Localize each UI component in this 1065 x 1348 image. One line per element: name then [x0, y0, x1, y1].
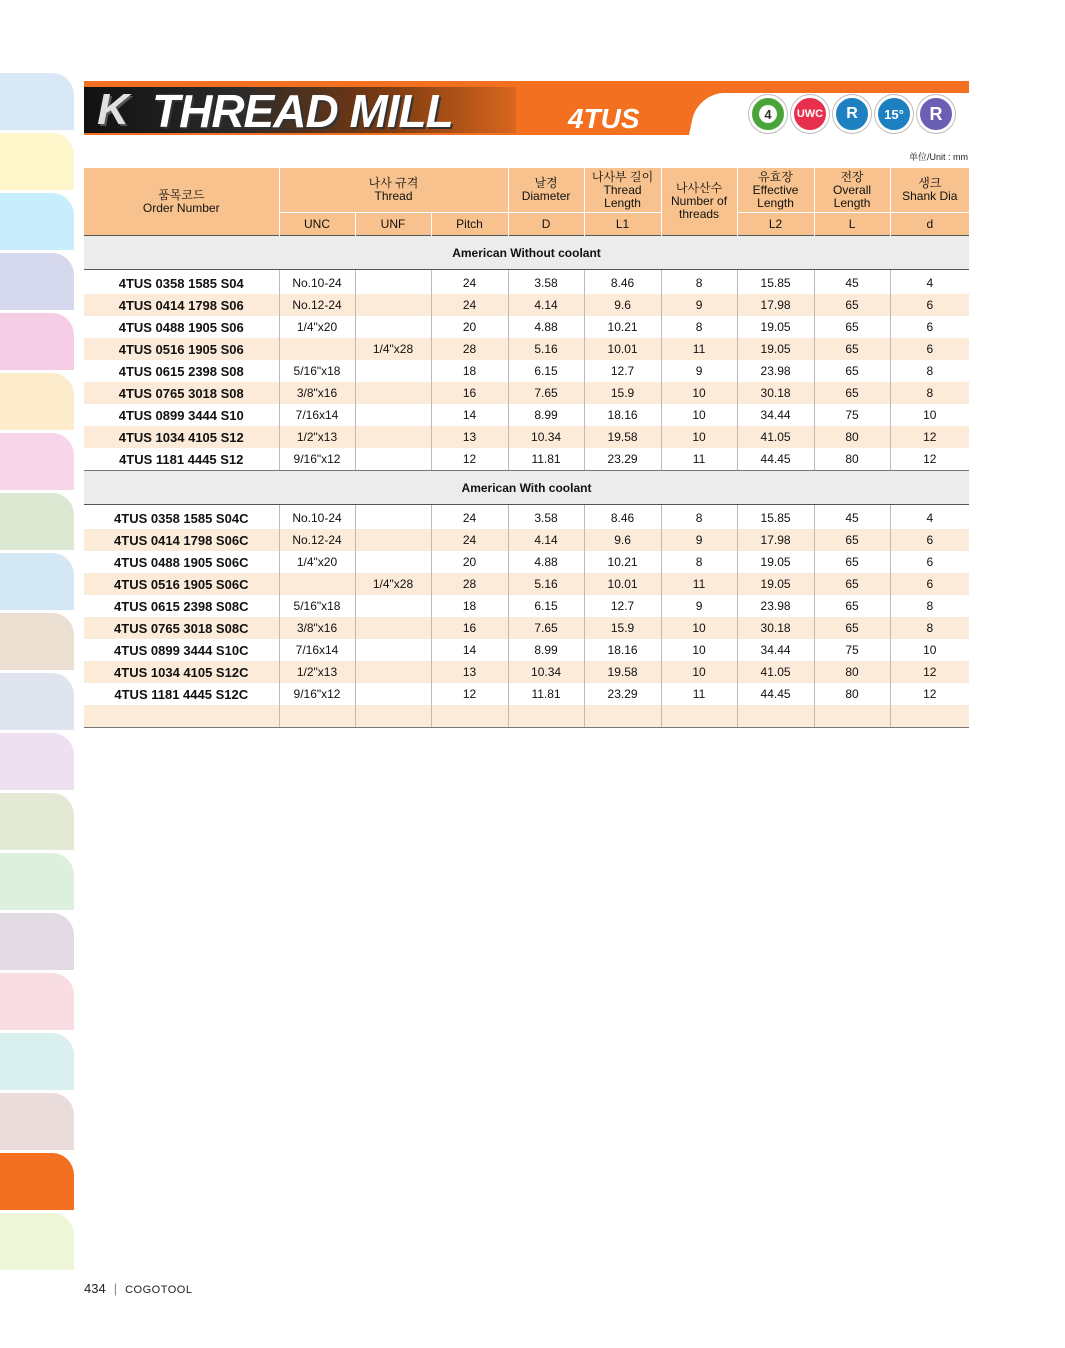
table-row — [84, 294, 969, 316]
cell-d — [508, 705, 584, 728]
cell-n: 10 — [661, 382, 737, 404]
side-tab[interactable] — [0, 973, 74, 1030]
order-number-cell: 4TUS 0488 1905 S06 — [84, 316, 279, 338]
order-number-cell: 4TUS 1181 4445 S12C — [84, 683, 279, 705]
cell-n: 9 — [661, 360, 737, 382]
cell-dd: 12 — [890, 661, 969, 683]
table-row — [84, 573, 969, 595]
cell-n: 9 — [661, 529, 737, 551]
cell-l: 45 — [814, 505, 890, 530]
cell-dd: 6 — [926, 320, 934, 334]
order-number-cell: 4TUS 0615 2398 S08 — [84, 360, 279, 382]
uwc-coating-icon: UWC — [791, 95, 829, 133]
cell-pitch: 12 — [431, 683, 508, 705]
four-flute-icon: 4 — [749, 95, 787, 133]
cell-n: 10 — [661, 617, 737, 639]
cell-l2: 30.18 — [737, 617, 814, 639]
side-tab[interactable] — [0, 733, 74, 790]
cell-dd: 4 — [926, 276, 934, 290]
cell-dd: 6 — [890, 338, 969, 360]
cell-l1: 18.16 — [584, 404, 661, 426]
cell-d: 6.15 — [508, 360, 584, 382]
cell-n: 8 — [661, 505, 737, 530]
order-number-cell: 4TUS 0765 3018 S08C — [84, 617, 279, 639]
brand-name: COGOTOOL — [125, 1284, 193, 1296]
side-tab[interactable] — [0, 913, 74, 970]
cell-unf — [355, 529, 431, 551]
feature-badges — [749, 95, 955, 133]
cell-dd: 12 — [923, 687, 937, 701]
cell-d: 6.15 — [508, 595, 584, 617]
cell-l1: 23.29 — [584, 683, 661, 705]
d-header: D — [508, 213, 584, 236]
cell-pitch: 13 — [431, 661, 508, 683]
cell-n: 10 — [661, 404, 737, 426]
cell-n: 11 — [661, 338, 737, 360]
order-number-cell: 4TUS 0414 1798 S06C — [84, 529, 279, 551]
cell-l1: 8.46 — [584, 270, 661, 295]
cell-dd: 8 — [926, 599, 934, 613]
cell-l2: 15.85 — [737, 505, 814, 530]
cell-d: 3.58 — [508, 270, 584, 295]
side-tab[interactable] — [0, 793, 74, 850]
cell-d: 10.34 — [508, 661, 584, 683]
side-tab[interactable] — [0, 1153, 74, 1210]
table-row — [84, 404, 969, 426]
cell-unf: 1/4"x28 — [355, 573, 431, 595]
cell-unc — [279, 573, 355, 595]
cell-l2: 34.44 — [737, 639, 814, 661]
cell-l: 65 — [814, 360, 890, 382]
cell-d: 4.14 — [508, 529, 584, 551]
cell-pitch: 28 — [431, 338, 508, 360]
cell-pitch: 13 — [431, 426, 508, 448]
cell-l2: 15.85 — [737, 270, 814, 295]
number-of-threads-header: 나사산수 Number of threads — [661, 168, 737, 236]
cell-l1: 12.7 — [584, 595, 661, 617]
cell-unc: 7/16x14 — [279, 639, 355, 661]
cell-dd: 12 — [890, 426, 969, 448]
cell-unf — [355, 382, 431, 404]
cell-l1: 10.21 — [584, 316, 661, 338]
cell-dd: 6 — [890, 294, 969, 316]
overall-length-header: 전장 Overall Length — [814, 168, 890, 213]
cell-l2: 19.05 — [737, 573, 814, 595]
cell-pitch: 24 — [431, 505, 508, 530]
cell-unf — [355, 426, 431, 448]
cell-l2: 30.18 — [737, 382, 814, 404]
cell-pitch: 18 — [431, 360, 508, 382]
cell-unf — [355, 404, 431, 426]
helix-15-icon: 15° — [875, 95, 913, 133]
cell-l: 65 — [814, 294, 890, 316]
thread-length-header: 나사부 길이 Thread Length — [584, 168, 661, 213]
cell-pitch: 12 — [431, 448, 508, 471]
table-row — [84, 382, 969, 404]
cell-n: 11 — [661, 683, 737, 705]
order-number-cell: 4TUS 0488 1905 S06C — [84, 551, 279, 573]
cell-n: 9 — [661, 595, 737, 617]
cell-unc: 1/2"x13 — [279, 426, 355, 448]
cell-n: 11 — [661, 573, 737, 595]
cell-unc: 9/16"x12 — [279, 683, 355, 705]
shank-d-header: d — [890, 213, 969, 236]
table-row — [84, 551, 969, 573]
cell-d: 7.65 — [508, 382, 584, 404]
cell-d: 7.65 — [508, 617, 584, 639]
page-number: 434 — [84, 1281, 106, 1296]
cell-unf — [355, 360, 431, 382]
table-row — [84, 595, 969, 617]
cell-unc: 7/16x14 — [279, 404, 355, 426]
side-tab[interactable] — [0, 133, 74, 190]
order-number-cell: 4TUS 0358 1585 S04C — [84, 505, 279, 530]
order-number-cell: 4TUS 0516 1905 S06C — [84, 573, 279, 595]
cell-pitch: 14 — [431, 404, 508, 426]
side-tab[interactable] — [0, 433, 74, 490]
cell-unf — [355, 505, 431, 530]
cell-unf — [355, 639, 431, 661]
cell-l1: 9.6 — [584, 529, 661, 551]
pitch-header: Pitch — [431, 213, 508, 236]
cell-unc: 9/16"x12 — [279, 448, 355, 471]
cell-l: 65 — [814, 573, 890, 595]
cell-l2: 23.98 — [737, 595, 814, 617]
cell-dd — [890, 705, 969, 728]
cell-l: 65 — [814, 338, 890, 360]
side-tab[interactable] — [0, 1093, 74, 1150]
cell-l1: 19.58 — [584, 661, 661, 683]
table-row — [84, 505, 969, 530]
spec-table-body — [84, 236, 969, 728]
cell-d: 4.14 — [508, 294, 584, 316]
cell-d: 11.81 — [508, 448, 584, 471]
cell-pitch: 28 — [431, 573, 508, 595]
cell-unc: 3/8"x16 — [279, 382, 355, 404]
side-tab[interactable] — [0, 73, 74, 130]
cell-l: 65 — [814, 316, 890, 338]
side-tab[interactable] — [0, 493, 74, 550]
cell-n: 8 — [661, 316, 737, 338]
cell-l2: 41.05 — [737, 426, 814, 448]
section-row — [84, 471, 969, 505]
order-number-cell: 4TUS 1034 4105 S12C — [84, 661, 279, 683]
series-name: 4TUS — [568, 103, 640, 134]
cell-l1: 12.7 — [584, 360, 661, 382]
cell-l1 — [584, 705, 661, 728]
cell-l1: 23.29 — [584, 448, 661, 471]
cell-l2: 19.05 — [737, 551, 814, 573]
cell-d: 4.88 — [508, 551, 584, 573]
r-rotation-icon: R — [917, 95, 955, 133]
side-tab[interactable] — [0, 673, 74, 730]
cell-l1: 18.16 — [584, 639, 661, 661]
shank-dia-header: 생크 Shank Dia — [890, 168, 969, 213]
cell-unf — [355, 294, 431, 316]
order-number-cell: 4TUS 1181 4445 S12 — [84, 448, 279, 471]
side-tabs — [0, 73, 74, 1273]
cell-l: 65 — [814, 595, 890, 617]
cell-dd: 6 — [890, 573, 969, 595]
cell-l: 80 — [814, 448, 890, 471]
cell-unf — [355, 617, 431, 639]
cell-l1: 8.46 — [584, 505, 661, 530]
page-title: THREAD MILL — [152, 85, 453, 137]
cell-d: 5.16 — [508, 338, 584, 360]
cell-l: 75 — [814, 404, 890, 426]
cell-l: 80 — [814, 426, 890, 448]
header-banner — [84, 81, 969, 135]
cell-l: 65 — [814, 617, 890, 639]
cell-n: 10 — [661, 661, 737, 683]
l1-header: L1 — [584, 213, 661, 236]
cell-unf — [355, 270, 431, 295]
cell-unc: No.10-24 — [279, 505, 355, 530]
order-number-cell: 4TUS 0615 2398 S08C — [84, 595, 279, 617]
cell-l: 65 — [814, 382, 890, 404]
side-tab[interactable] — [0, 853, 74, 910]
cell-unc: No.12-24 — [279, 529, 355, 551]
side-tab[interactable] — [0, 553, 74, 610]
cell-dd: 6 — [926, 555, 934, 569]
section-row — [84, 236, 969, 270]
cell-d: 8.99 — [508, 404, 584, 426]
side-tab[interactable] — [0, 253, 74, 310]
cell-unc — [279, 705, 355, 728]
cell-dd: 6 — [890, 529, 969, 551]
unf-header: UNF — [355, 213, 431, 236]
cell-l2: 19.05 — [737, 338, 814, 360]
cell-l — [814, 705, 890, 728]
cell-unf — [355, 316, 431, 338]
page-footer — [84, 1281, 192, 1296]
table-row — [84, 529, 969, 551]
table-row — [84, 705, 969, 728]
cell-unc: 3/8"x16 — [279, 617, 355, 639]
order-number-cell — [84, 705, 279, 728]
side-tab[interactable] — [0, 373, 74, 430]
cell-pitch: 20 — [431, 551, 508, 573]
cell-dd: 4 — [926, 511, 934, 525]
order-number-cell: 4TUS 0899 3444 S10C — [84, 639, 279, 661]
order-number-header: 품목코드 Order Number — [84, 168, 279, 236]
unit-label: 单位/Unit : mm — [908, 152, 968, 162]
cell-l2: 17.98 — [737, 294, 814, 316]
cell-n: 9 — [661, 294, 737, 316]
table-row — [84, 683, 969, 705]
order-number-cell: 4TUS 1034 4105 S12 — [84, 426, 279, 448]
cell-unf: 1/4"x28 — [355, 338, 431, 360]
cell-n: 8 — [661, 551, 737, 573]
table-row — [84, 426, 969, 448]
cell-n: 10 — [661, 639, 737, 661]
cell-unc: No.10-24 — [279, 270, 355, 295]
cell-unf — [355, 705, 431, 728]
table-row — [84, 661, 969, 683]
cell-unf — [355, 448, 431, 471]
cell-pitch: 14 — [431, 639, 508, 661]
cell-pitch: 24 — [431, 294, 508, 316]
table-row — [84, 448, 969, 471]
cell-unc: 5/16"x18 — [279, 360, 355, 382]
cell-l2: 19.05 — [737, 316, 814, 338]
cell-d: 5.16 — [508, 573, 584, 595]
unc-header: UNC — [279, 213, 355, 236]
cell-unc: 5/16"x18 — [279, 595, 355, 617]
cell-l1: 15.9 — [584, 617, 661, 639]
cell-dd: 12 — [890, 448, 969, 471]
cell-dd: 8 — [926, 364, 934, 378]
l2-header: L2 — [737, 213, 814, 236]
k-logo: K — [97, 85, 129, 134]
footer-separator: | — [113, 1281, 118, 1296]
cell-n — [661, 705, 737, 728]
table-row — [84, 360, 969, 382]
order-number-cell: 4TUS 0899 3444 S10 — [84, 404, 279, 426]
cell-l: 65 — [814, 529, 890, 551]
cell-n: 8 — [661, 270, 737, 295]
table-row — [84, 316, 969, 338]
cell-n: 11 — [661, 448, 737, 471]
cell-l1: 10.01 — [584, 573, 661, 595]
order-number-cell: 4TUS 0516 1905 S06 — [84, 338, 279, 360]
side-tab[interactable] — [0, 193, 74, 250]
cell-l1: 9.6 — [584, 294, 661, 316]
cell-l2: 17.98 — [737, 529, 814, 551]
cell-l2: 23.98 — [737, 360, 814, 382]
cell-dd: 8 — [890, 382, 969, 404]
cell-pitch: 24 — [431, 270, 508, 295]
cell-unc: 1/2"x13 — [279, 661, 355, 683]
cell-n: 10 — [661, 426, 737, 448]
cell-l: 45 — [814, 270, 890, 295]
cell-dd: 10 — [923, 643, 937, 657]
cell-unc: 1/4"x20 — [279, 551, 355, 573]
cell-l: 80 — [814, 661, 890, 683]
cell-l1: 19.58 — [584, 426, 661, 448]
side-tab[interactable] — [0, 313, 74, 370]
cell-pitch: 24 — [431, 529, 508, 551]
cell-pitch: 16 — [431, 382, 508, 404]
cell-l2: 41.05 — [737, 661, 814, 683]
table-row — [84, 270, 969, 295]
cell-l1: 10.21 — [584, 551, 661, 573]
cell-l: 75 — [814, 639, 890, 661]
cell-unf — [355, 661, 431, 683]
section-title: American Without coolant — [84, 236, 969, 270]
banner-title-plate — [84, 85, 516, 137]
cell-l1: 15.9 — [584, 382, 661, 404]
table-row — [84, 338, 969, 360]
cell-d: 3.58 — [508, 505, 584, 530]
cell-unc: No.12-24 — [279, 294, 355, 316]
cell-dd: 10 — [923, 408, 937, 422]
section-title: American With coolant — [84, 471, 969, 505]
cell-l1: 10.01 — [584, 338, 661, 360]
cell-d: 10.34 — [508, 426, 584, 448]
cell-d: 11.81 — [508, 683, 584, 705]
cell-pitch — [431, 705, 508, 728]
table-row — [84, 639, 969, 661]
diameter-header: 날경 Diameter — [508, 168, 584, 213]
side-tab[interactable] — [0, 613, 74, 670]
cell-unc — [279, 338, 355, 360]
cell-l2: 34.44 — [737, 404, 814, 426]
order-number-cell: 4TUS 0358 1585 S04 — [84, 270, 279, 295]
cell-unf — [355, 595, 431, 617]
cell-l2: 44.45 — [737, 683, 814, 705]
table-row — [84, 617, 969, 639]
cell-unf — [355, 551, 431, 573]
spec-table — [84, 168, 969, 728]
cell-d: 8.99 — [508, 639, 584, 661]
cell-dd: 8 — [890, 617, 969, 639]
cell-l: 80 — [814, 683, 890, 705]
cell-pitch: 16 — [431, 617, 508, 639]
cell-unc: 1/4"x20 — [279, 316, 355, 338]
cell-d: 4.88 — [508, 316, 584, 338]
cell-l2 — [737, 705, 814, 728]
l-header: L — [814, 213, 890, 236]
cell-l2: 44.45 — [737, 448, 814, 471]
order-number-cell: 4TUS 0414 1798 S06 — [84, 294, 279, 316]
effective-length-header: 유효장 Effective Length — [737, 168, 814, 213]
side-tab[interactable] — [0, 1213, 74, 1270]
order-number-cell: 4TUS 0765 3018 S08 — [84, 382, 279, 404]
cell-l: 65 — [814, 551, 890, 573]
cell-pitch: 20 — [431, 316, 508, 338]
side-tab[interactable] — [0, 1033, 74, 1090]
r-tolerance-icon: R — [833, 95, 871, 133]
thread-header: 나사 규격 Thread — [279, 168, 508, 213]
cell-pitch: 18 — [431, 595, 508, 617]
cell-unf — [355, 683, 431, 705]
